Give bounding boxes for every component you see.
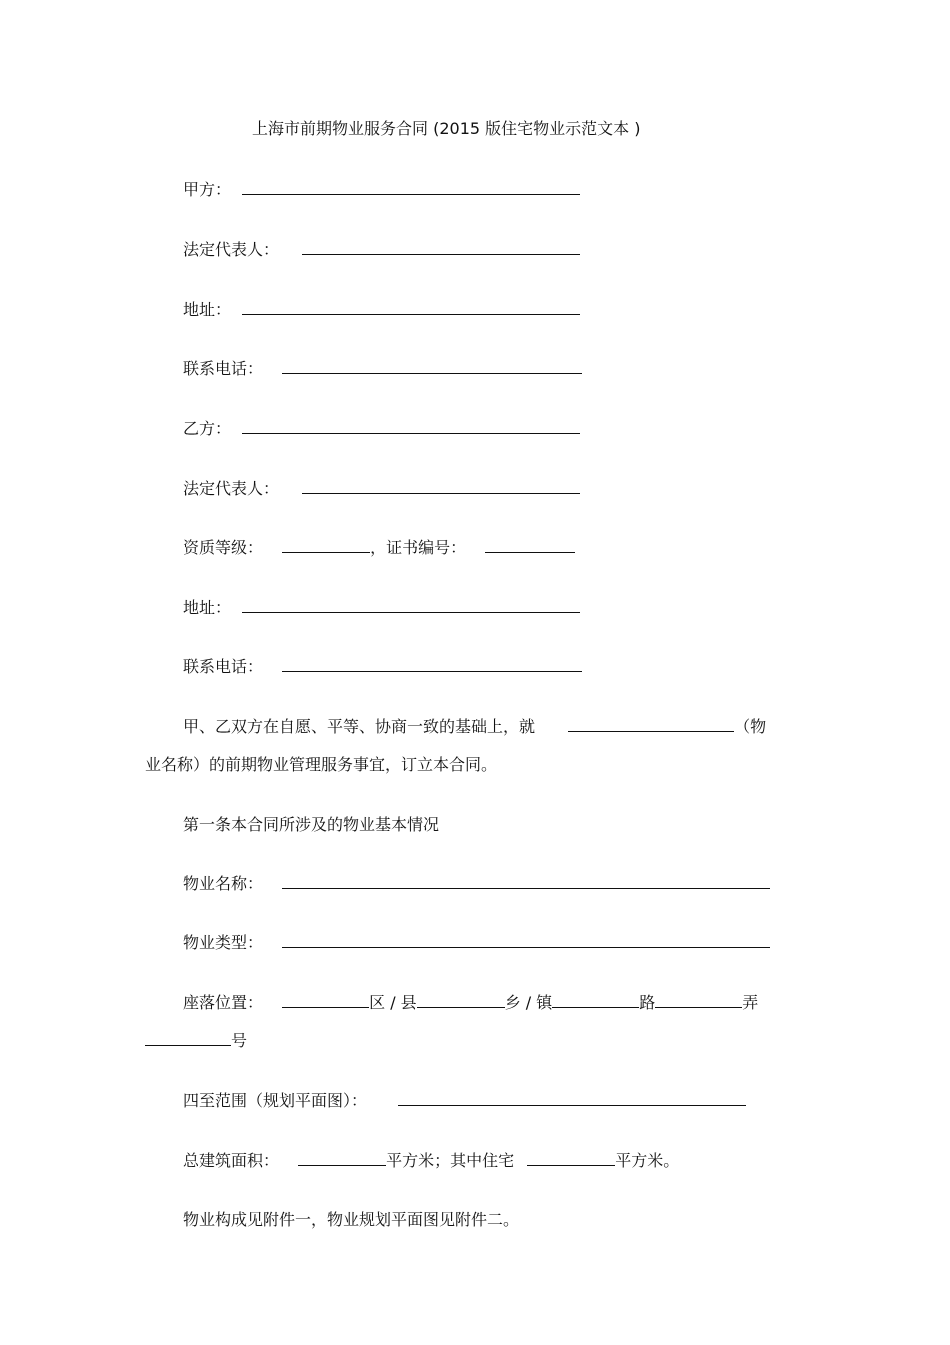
residential-area-blank[interactable] bbox=[527, 1151, 615, 1166]
party-b-name-label: 乙方： bbox=[183, 419, 232, 438]
boundary-blank[interactable] bbox=[398, 1091, 746, 1106]
boundary-label: 四至范围（规划平面图）： bbox=[183, 1091, 368, 1110]
party-b-qualification-label: 资质等级： bbox=[183, 538, 264, 557]
attachments-note: 物业构成见附件一，物业规划平面图见附件二。 bbox=[183, 1210, 520, 1229]
area-label: 总建筑面积： bbox=[183, 1151, 280, 1170]
party-b-phone-row bbox=[183, 657, 582, 677]
road-label: 路 bbox=[639, 993, 656, 1012]
number-blank[interactable] bbox=[145, 1031, 231, 1046]
intro-line-1 bbox=[183, 717, 766, 737]
party-b-phone-blank[interactable] bbox=[282, 657, 582, 672]
district-label: 区 / 县 bbox=[369, 993, 417, 1012]
district-blank[interactable] bbox=[282, 993, 369, 1008]
party-a-address-row bbox=[183, 300, 580, 320]
location-row-1 bbox=[183, 993, 758, 1013]
property-type-row bbox=[183, 933, 770, 953]
party-b-name-row bbox=[183, 419, 580, 439]
intro-line-2: 业名称）的前期物业管理服务事宜，订立本合同。 bbox=[145, 755, 498, 774]
party-b-name-blank[interactable] bbox=[242, 419, 580, 434]
area-row bbox=[183, 1151, 679, 1171]
article-1-heading: 第一条本合同所涉及的物业基本情况 bbox=[183, 815, 440, 834]
party-a-rep-blank[interactable] bbox=[302, 240, 580, 255]
party-b-rep-row bbox=[183, 479, 580, 499]
location-row-2 bbox=[145, 1031, 247, 1051]
intro-property-blank[interactable] bbox=[568, 717, 734, 732]
party-b-qualification-row bbox=[183, 538, 575, 558]
area-unit: 平方米；其中住宅 bbox=[386, 1151, 515, 1170]
total-area-blank[interactable] bbox=[298, 1151, 386, 1166]
party-a-name-label: 甲方： bbox=[183, 180, 232, 199]
party-a-name-row bbox=[183, 180, 580, 200]
party-a-rep-row bbox=[183, 240, 580, 260]
party-a-phone-row bbox=[183, 359, 582, 379]
party-b-cert-blank[interactable] bbox=[485, 538, 575, 553]
party-a-address-blank[interactable] bbox=[242, 300, 580, 315]
property-name-blank[interactable] bbox=[282, 874, 770, 889]
property-name-label: 物业名称： bbox=[183, 874, 264, 893]
boundary-row bbox=[183, 1091, 746, 1111]
party-a-address-label: 地址： bbox=[183, 300, 232, 319]
lane-label: 弄 bbox=[742, 993, 759, 1012]
township-label: 乡 / 镇 bbox=[504, 993, 553, 1012]
property-type-label: 物业类型： bbox=[183, 933, 264, 952]
party-b-phone-label: 联系电话： bbox=[183, 657, 264, 676]
party-b-address-row bbox=[183, 598, 580, 618]
document-title: 上海市前期物业服务合同 (2015 版住宅物业示范文本 ) bbox=[252, 119, 641, 138]
property-name-row bbox=[183, 874, 770, 894]
party-b-rep-blank[interactable] bbox=[302, 479, 580, 494]
township-blank[interactable] bbox=[417, 993, 505, 1008]
party-b-address-label: 地址： bbox=[183, 598, 232, 617]
area-unit-2: 平方米。 bbox=[615, 1151, 680, 1170]
party-b-cert-label: ，证书编号： bbox=[370, 538, 467, 557]
party-b-qualification-blank[interactable] bbox=[282, 538, 370, 553]
party-a-phone-label: 联系电话： bbox=[183, 359, 264, 378]
lane-blank[interactable] bbox=[655, 993, 742, 1008]
number-label: 号 bbox=[231, 1031, 248, 1050]
road-blank[interactable] bbox=[552, 993, 639, 1008]
party-a-rep-label: 法定代表人： bbox=[183, 240, 280, 259]
party-b-rep-label: 法定代表人： bbox=[183, 479, 280, 498]
intro-text-2: （物 bbox=[734, 717, 767, 736]
property-type-blank[interactable] bbox=[282, 933, 770, 948]
party-b-address-blank[interactable] bbox=[242, 598, 580, 613]
party-a-phone-blank[interactable] bbox=[282, 359, 582, 374]
intro-text-1: 甲、乙双方在自愿、平等、协商一致的基础上，就 bbox=[183, 717, 536, 736]
location-label: 座落位置： bbox=[183, 993, 264, 1012]
party-a-name-blank[interactable] bbox=[242, 180, 580, 195]
